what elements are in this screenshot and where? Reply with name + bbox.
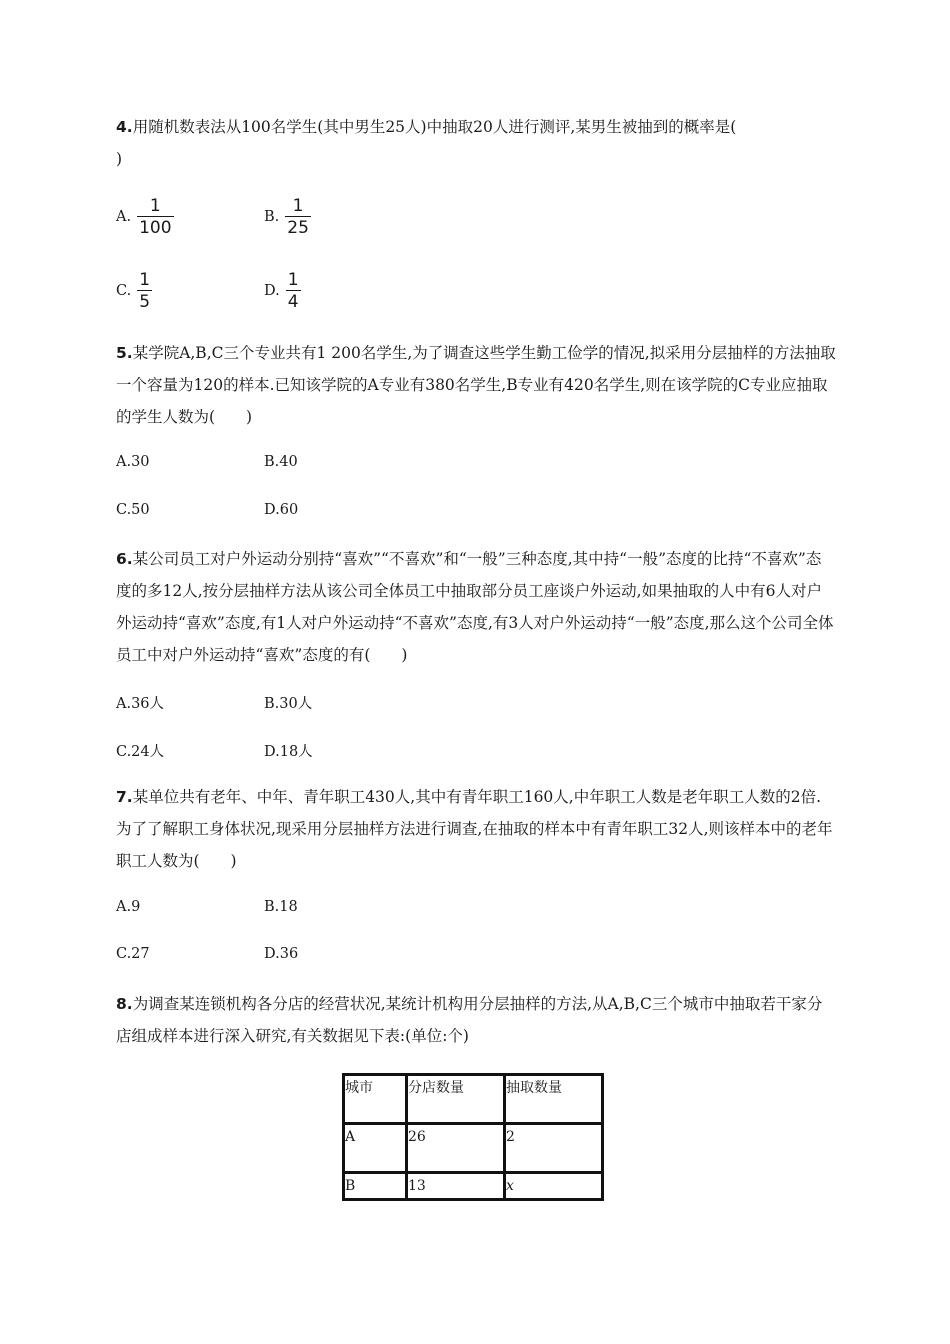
table-header-row	[344, 1075, 603, 1124]
data-table	[342, 1073, 604, 1201]
question-4	[116, 111, 836, 175]
option-d[interactable]: D.36	[264, 946, 299, 962]
option-c[interactable]: C.24人	[116, 744, 165, 760]
option-label: C.	[116, 283, 132, 299]
table-cell: A	[344, 1124, 407, 1173]
question-number: 7.	[116, 788, 133, 806]
option-label: D.	[264, 283, 280, 299]
option-d[interactable]: D.18人	[264, 744, 313, 760]
option-d[interactable]: D.60	[264, 502, 299, 518]
question-text: 某学院A,B,C三个专业共有1 200名学生,为了调查这些学生勤工俭学的情况,拟采用分层抽样的方法抽取一个容量为120的样本.已知该学院的A专业有380名学生,B专业有420名学生,则在该学院的C专业应抽取的学生人数为( )	[116, 344, 836, 426]
option-a[interactable]: A.30	[116, 454, 150, 470]
table-row	[344, 1173, 603, 1200]
option-label: A.	[116, 209, 132, 225]
fraction	[137, 196, 173, 238]
option-c[interactable]: C.50	[116, 502, 150, 518]
option-b[interactable]	[264, 196, 311, 238]
question-5	[116, 337, 836, 433]
option-c[interactable]: C.27	[116, 946, 150, 962]
question-number: 8.	[116, 995, 133, 1013]
table-header-cell: 抽取数量	[505, 1075, 603, 1124]
denominator: 25	[287, 218, 309, 238]
table-cell: 26	[407, 1124, 505, 1173]
option-d[interactable]	[264, 270, 301, 312]
table-header-cell: 城市	[344, 1075, 407, 1124]
option-c[interactable]	[116, 270, 152, 312]
denominator: 100	[139, 218, 172, 238]
question-number: 5.	[116, 344, 133, 362]
question-6	[116, 543, 836, 671]
option-a[interactable]: A.36人	[116, 696, 165, 712]
table-cell: 13	[407, 1173, 505, 1200]
option-b[interactable]: B.30人	[264, 696, 313, 712]
question-text: 用随机数表法从100名学生(其中男生25人)中抽取20人进行测评,某男生被抽到的概率是(	[132, 118, 737, 136]
table-cell: 2	[505, 1124, 603, 1173]
question-number: 4.	[116, 118, 133, 136]
question-text: 为调查某连锁机构各分店的经营状况,某统计机构用分层抽样的方法,从A,B,C三个城市中抽取若干家分店组成样本进行深入研究,有关数据见下表:(单位:个)	[116, 995, 823, 1045]
question-number: 6.	[116, 550, 133, 568]
fraction	[286, 270, 301, 312]
table-cell: x	[505, 1173, 603, 1200]
denominator: 4	[287, 292, 299, 312]
question-close-paren: )	[116, 150, 123, 168]
question-8	[116, 988, 836, 1052]
table-cell: B	[344, 1173, 407, 1200]
option-a[interactable]	[116, 196, 174, 238]
denominator: 5	[139, 292, 151, 312]
question-text: 某单位共有老年、中年、青年职工430人,其中有青年职工160人,中年职工人数是老年职工人数的2倍.为了了解职工身体状况,现采用分层抽样方法进行调查,在抽取的样本中有青年职工32人,则该样本中的老年职工人数为( )	[116, 788, 833, 870]
option-a[interactable]: A.9	[116, 899, 141, 915]
question-text: 某公司员工对户外运动分别持“喜欢”“不喜欢”和“一般”三种态度,其中持“一般”态度的比持“不喜欢”态度的多12人,按分层抽样方法从该公司全体员工中抽取部分员工座谈户外运动,如果抽取的人中有6人对户外运动持“喜欢”态度,有1人对户外运动持“不喜欢”态度,有3人对户外运动持“一般”态度,那么这个公司全体员工中对户外运动持“喜欢”态度的有( )	[116, 550, 834, 664]
fraction	[285, 196, 311, 238]
numerator: 1	[292, 196, 304, 216]
option-b[interactable]: B.40	[264, 454, 298, 470]
numerator: 1	[149, 196, 161, 216]
option-label: B.	[264, 209, 280, 225]
numerator: 1	[287, 270, 299, 290]
question-7	[116, 781, 836, 877]
table-header-cell: 分店数量	[407, 1075, 505, 1124]
table-row	[344, 1124, 603, 1173]
option-b[interactable]: B.18	[264, 899, 298, 915]
fraction	[137, 270, 152, 312]
numerator: 1	[139, 270, 151, 290]
